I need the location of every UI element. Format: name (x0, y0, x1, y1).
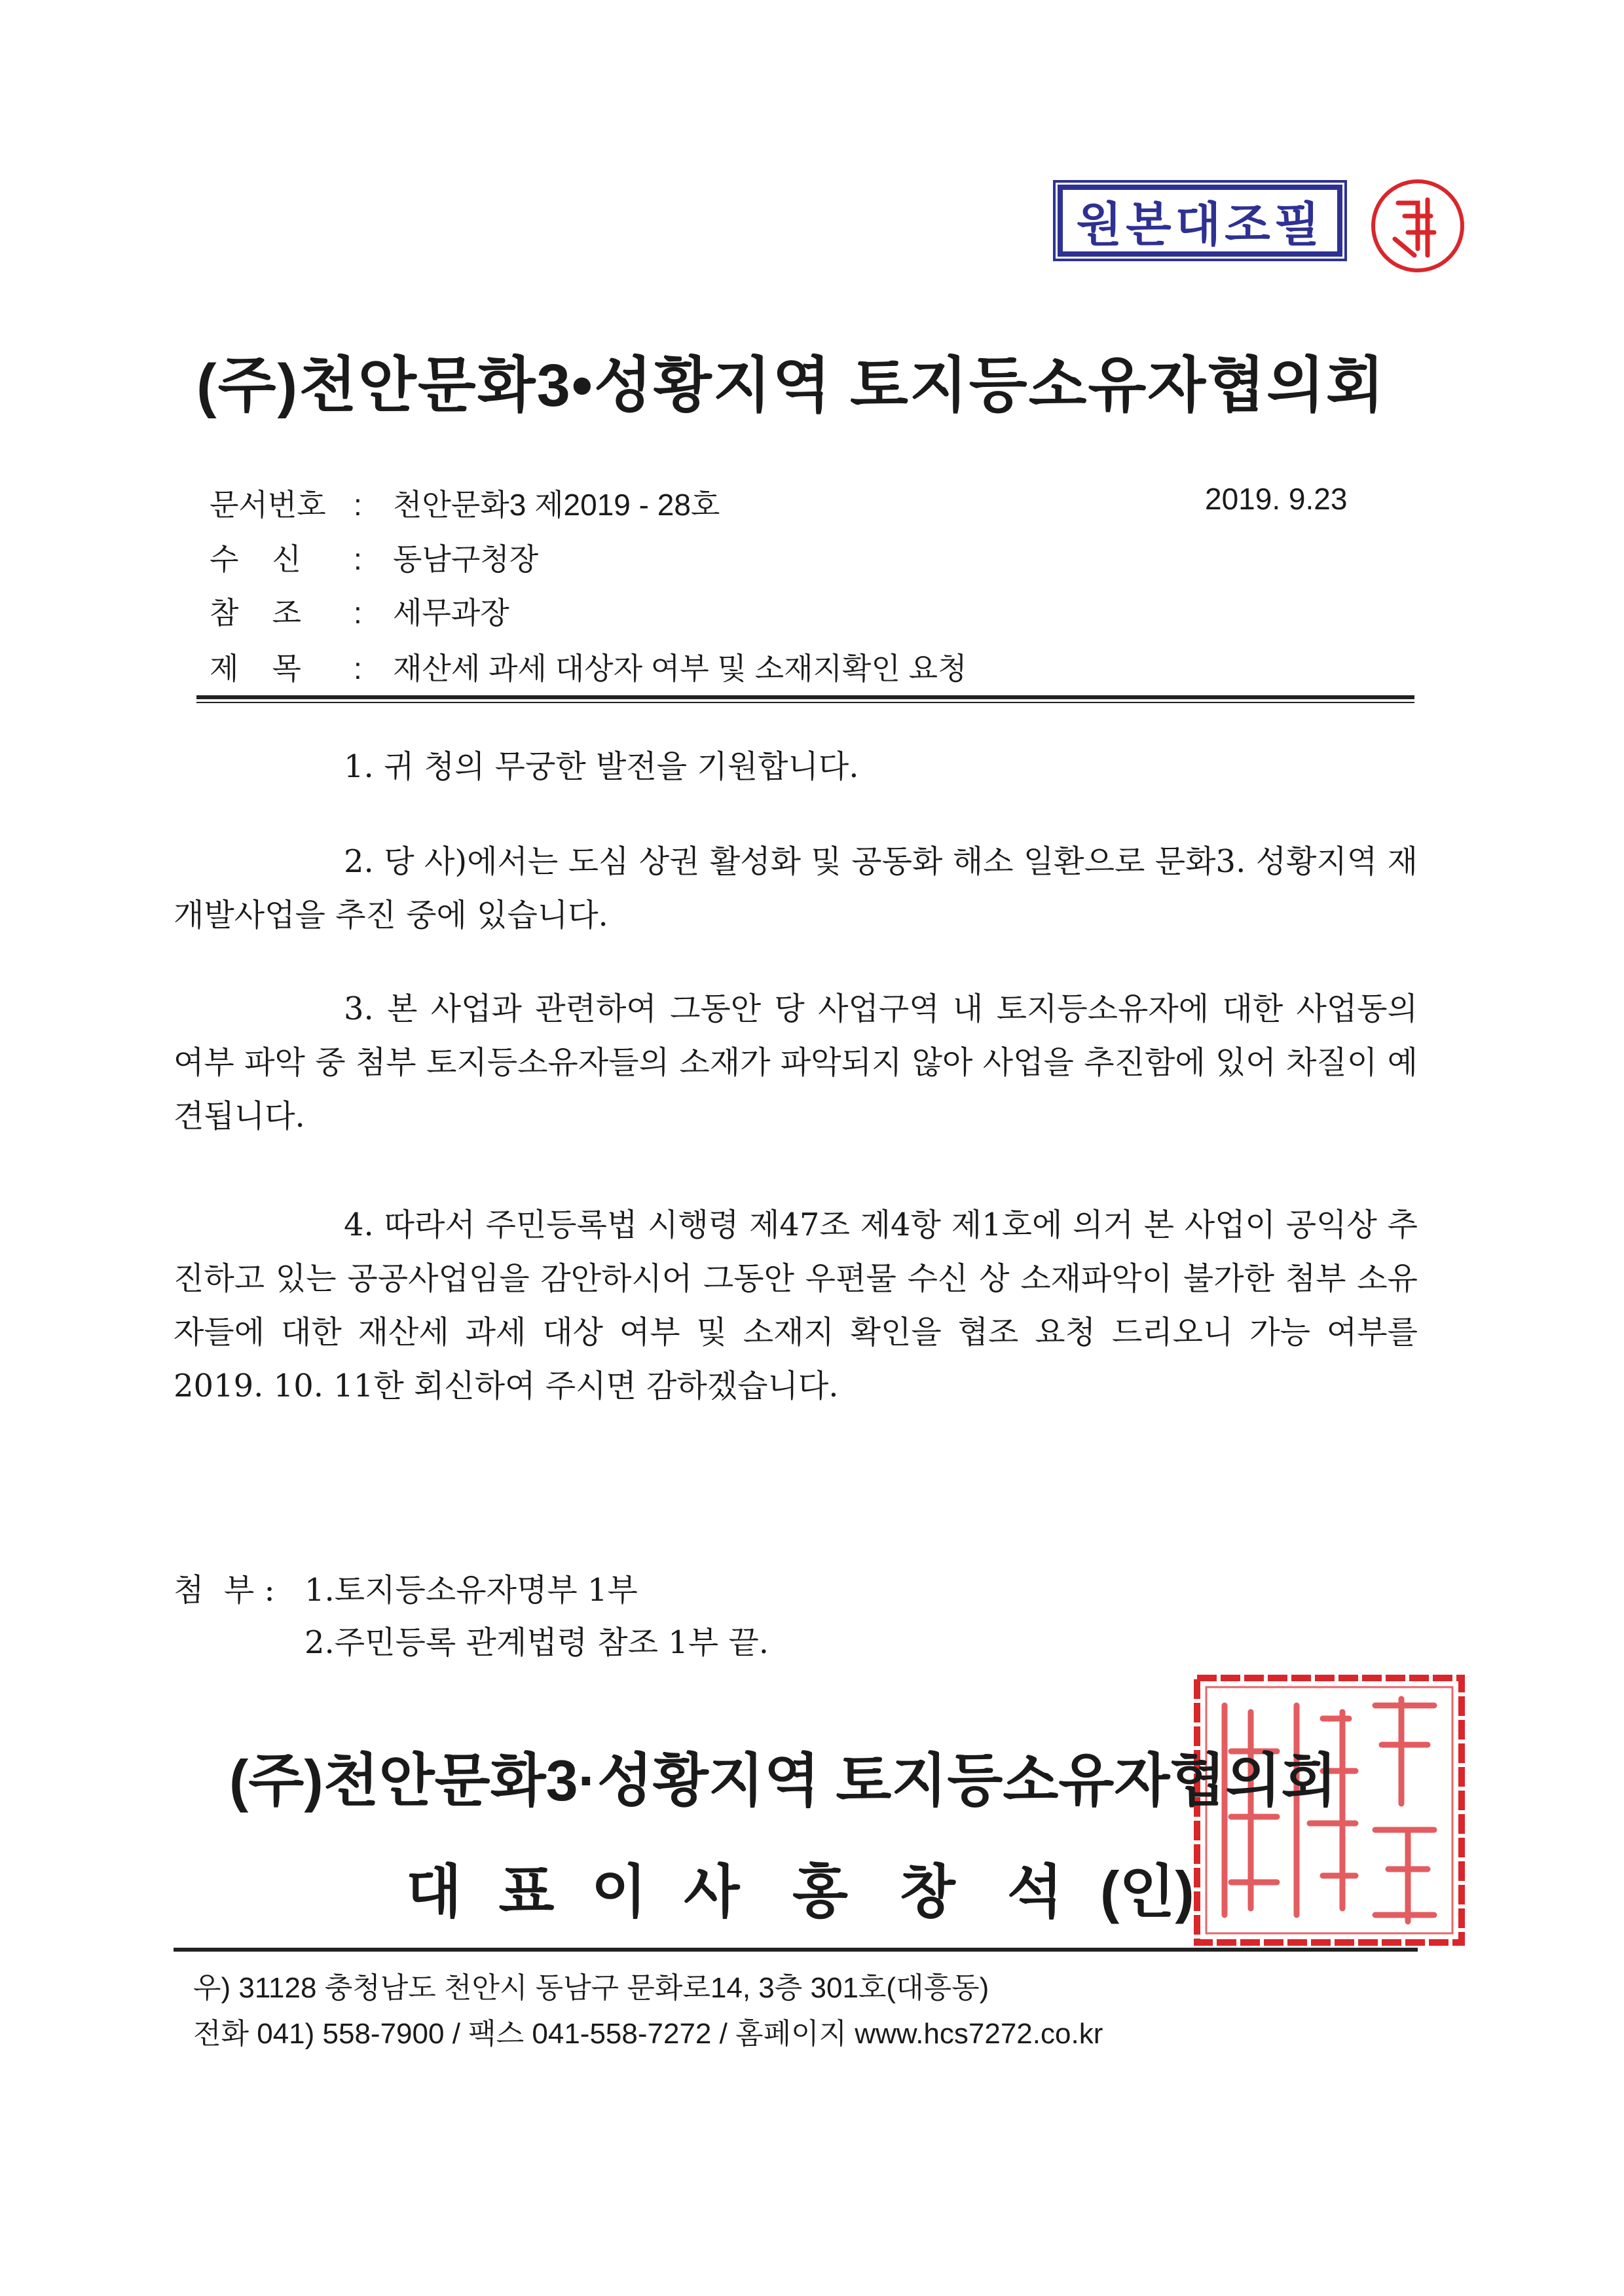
paragraph-3-text: 3. 본 사업과 관련하여 그동안 당 사업구역 내 토지등소유자에 대한 사업동의 여부 파악 중 첨부 토지등소유자들의 소재가 파악되지 않아 사업을 추진함에 있어 차질이 예견됩니다. (174, 991, 1418, 1135)
recipient-row (210, 536, 538, 579)
reference-row (210, 589, 509, 632)
document-date: 2019. 9.23 (1205, 482, 1348, 516)
contact-line: 전화 041) 558-7900 / 팩스 041-558-7272 / 홈페이지 www.hcs7272.co.kr (193, 2018, 1103, 2050)
recipient-label: 수 신 (210, 542, 301, 576)
representative-row (406, 1846, 1194, 1929)
doc-number-value: 천안문화3 제2019 - 28호 (393, 488, 720, 522)
footer-divider (174, 1948, 1418, 1952)
certification-stamp: 원본대조필 (1058, 185, 1342, 257)
reference-value: 세무과장 (393, 596, 509, 630)
header-divider-thin (196, 702, 1414, 703)
doc-number-row (210, 481, 720, 524)
paragraph-1 (174, 740, 1418, 793)
paragraph-2-text: 2. 당 사)에서는 도심 상권 활성화 및 공동화 해소 일환으로 문화3. 성황지역 재개발사업을 추진 중에 있습니다. (174, 843, 1418, 934)
paragraph-4-text: 4. 따라서 주민등록법 시행령 제47조 제4항 제1호에 의거 본 사업이 공익상 추진하고 있는 공공사업임을 감안하시어 그동안 우편물 수신 상 소재파악이 불가한 첨부 소유자들에 대한 재산세 과세 대상 여부 및 소재지 확인을 협조 요청 드리오니 가능 여부를 2019. 10. 11한 회신하여 주시면 감하겠습니다. (174, 1207, 1418, 1404)
colon: : (354, 542, 362, 576)
attachment-label: 첨 부 : (174, 1572, 275, 1609)
attachment-row-1 (174, 1565, 638, 1610)
colon: : (354, 596, 362, 630)
subject-value: 재산세 과세 대상자 여부 및 소재지확인 요청 (393, 651, 967, 685)
doc-number-label: 문서번호 (210, 488, 326, 522)
paragraph-2 (174, 835, 1418, 942)
recipient-value: 동남구청장 (393, 542, 539, 576)
round-seal-icon (1369, 177, 1467, 275)
subject-row (210, 645, 967, 688)
header-org-title: (주)천안문화3•성황지역 토지등소유자협의회 (196, 352, 1386, 419)
reference-label: 참 조 (210, 596, 301, 630)
attachment-item-2: 2.주민등록 관계법령 참조 1부 끝. (304, 1624, 769, 1661)
representative-title: 대 표 이 사 (406, 1859, 750, 1924)
footer-org-title: (주)천안문화3·성황지역 토지등소유자협의회 (229, 1748, 1337, 1813)
header-divider (196, 695, 1414, 699)
colon: : (354, 488, 362, 522)
paragraph-1-text: 1. 귀 청의 무궁한 발전을 기원합니다. (344, 748, 859, 785)
attachment-item-1: 1.토지등소유자명부 1부 (304, 1572, 638, 1609)
seal-mark: (인) (1100, 1859, 1194, 1924)
address-line: 우) 31128 충청남도 천안시 동남구 문화로14, 3층 301호(대흥동) (193, 1972, 989, 2004)
representative-name: 홍 창 석 (792, 1859, 1069, 1924)
paragraph-3 (174, 982, 1418, 1143)
subject-label: 제 목 (210, 651, 301, 685)
colon: : (354, 651, 362, 685)
paragraph-4 (174, 1198, 1418, 1413)
